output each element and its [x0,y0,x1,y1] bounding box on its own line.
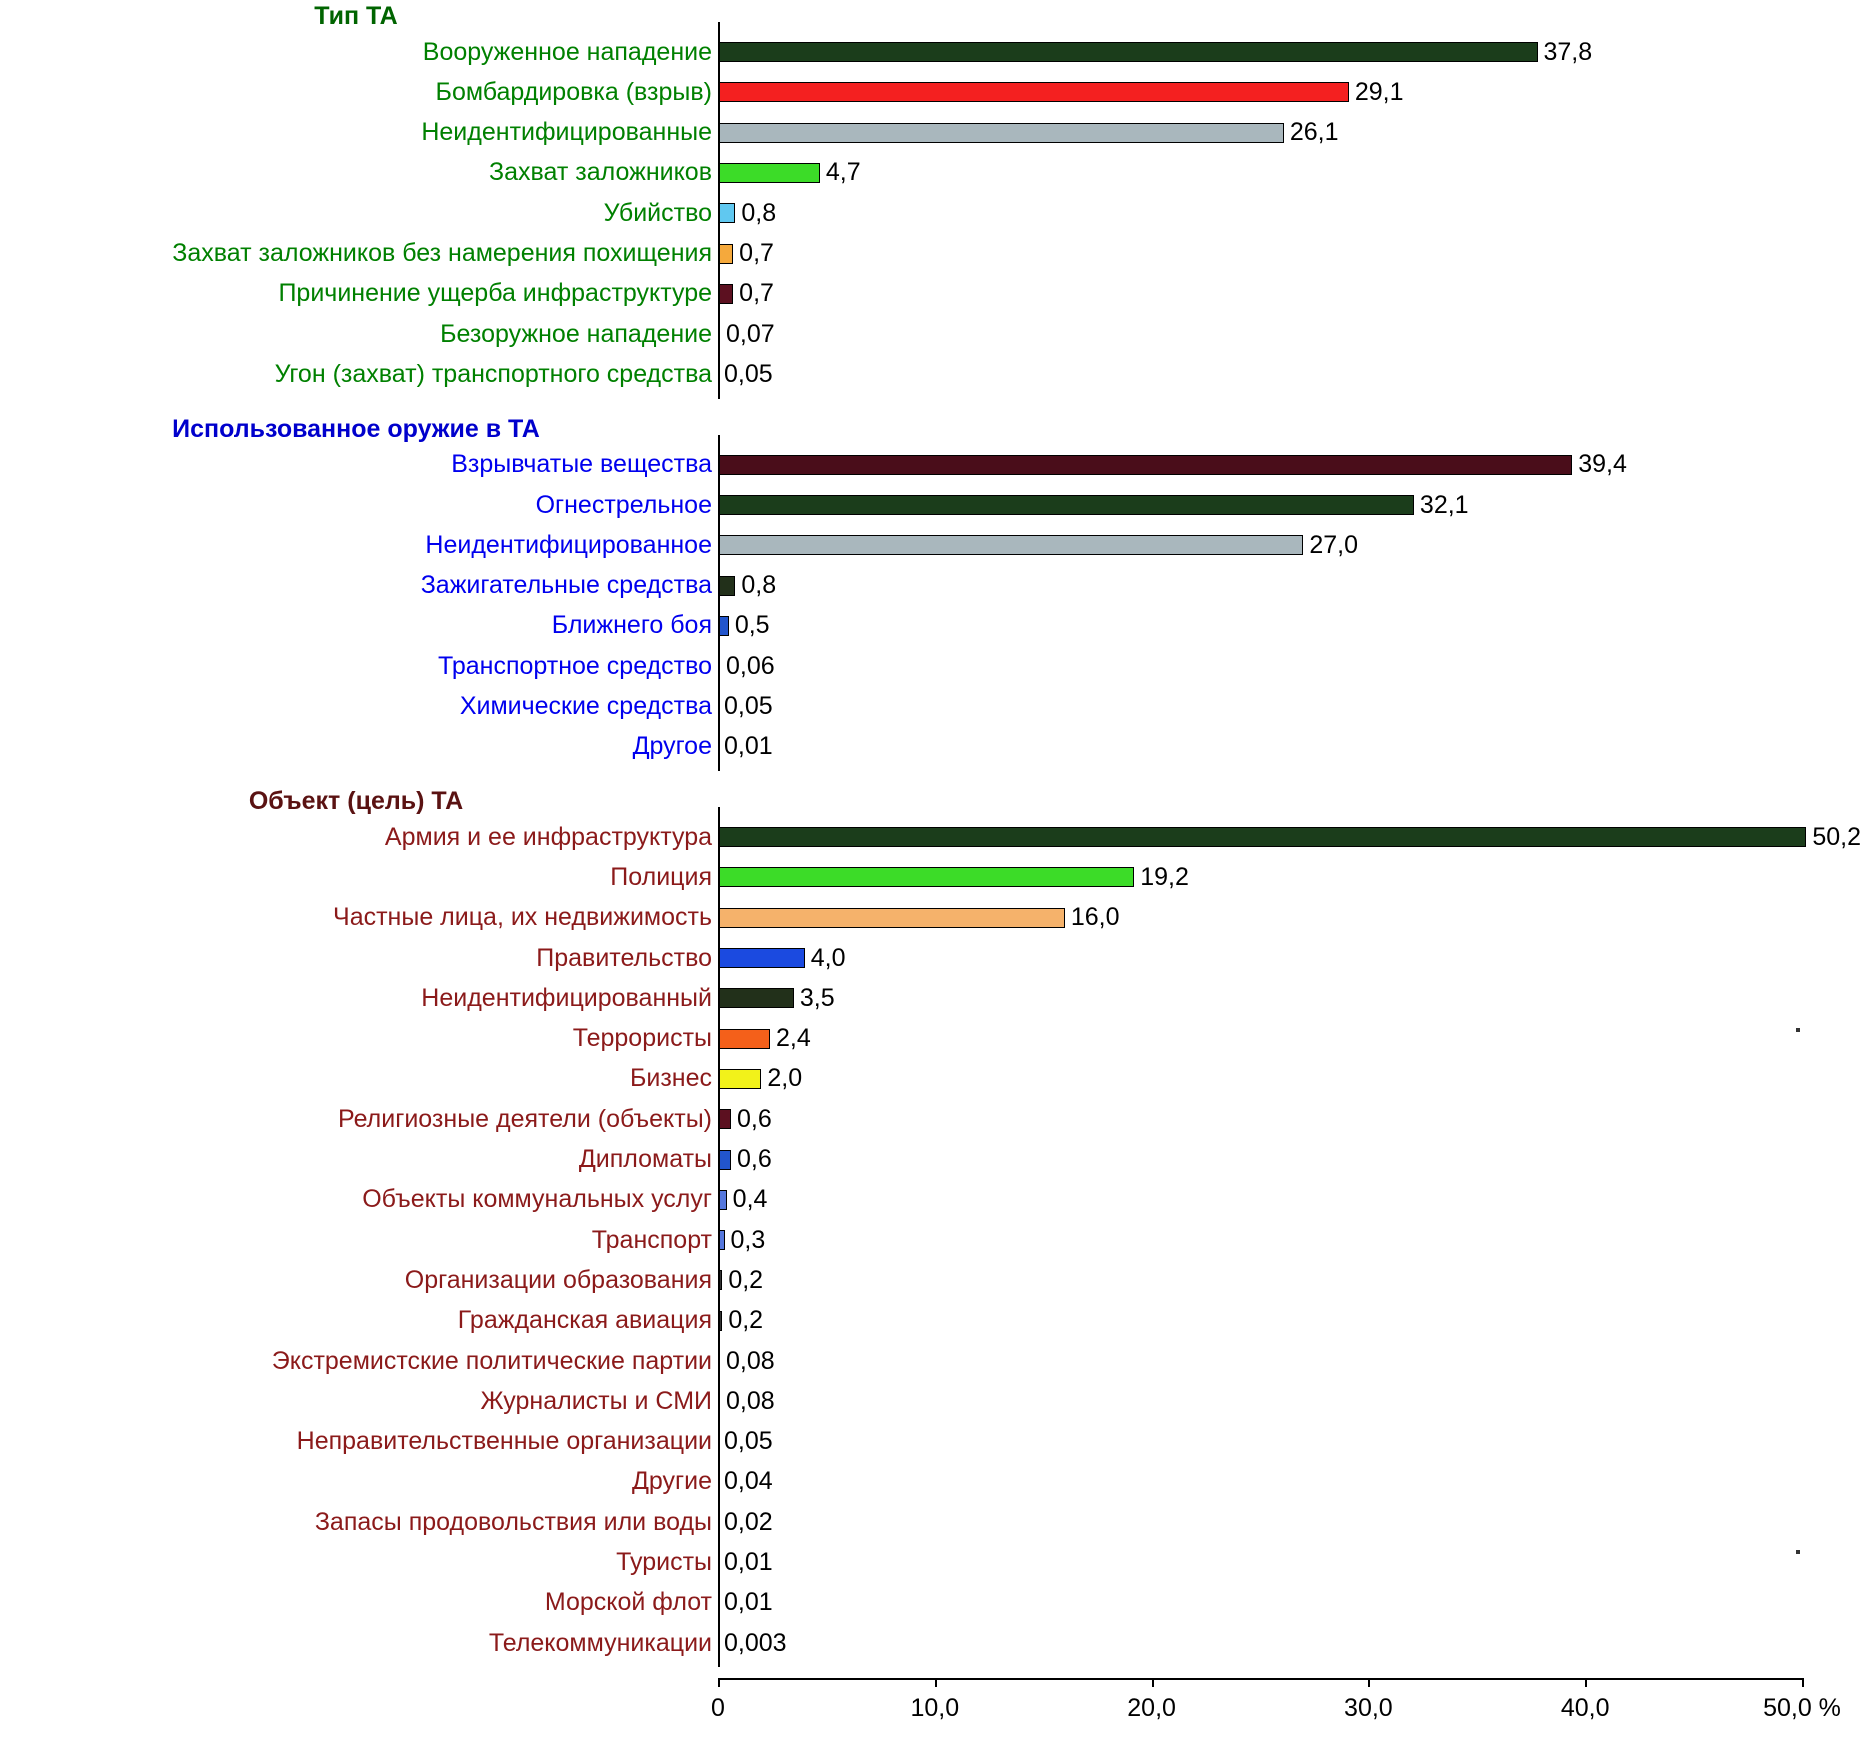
bar-row [0,1381,1866,1421]
bar [718,948,805,968]
bar-row [0,1623,1866,1663]
section-title-0: Тип ТА [314,2,398,30]
x-axis-tick-label: 50,0 % [1763,1694,1841,1722]
bar-row [0,1059,1866,1099]
bar-row [0,898,1866,938]
bar-value-label: 2,0 [767,1064,803,1093]
bar-track [718,938,1866,978]
bar-value-label: 0,003 [724,1628,787,1657]
bar [718,1069,761,1089]
bar-label: Экстремистские политические партии [271,1346,712,1375]
bar-value-label: 0,8 [741,198,777,227]
bar-label: Объекты коммунальных услуг [362,1185,712,1214]
bar-label: Транспорт [591,1225,712,1254]
bar-label: Бомбардировка (взрыв) [435,77,712,106]
bar-row [0,566,1866,606]
section-axis-line [718,435,720,771]
bar-label: Взрывчатые вещества [451,450,712,479]
bar-track [718,525,1866,565]
bar-label: Причинение ущерба инфраструктуре [278,279,712,308]
section-title-2: Объект (цель) ТА [248,787,464,816]
bar-track [718,1341,1866,1381]
bar-value-label: 0,08 [726,1346,775,1375]
bar-row [0,72,1866,112]
bar-value-label: 0,7 [739,279,774,308]
bar-track [718,1180,1866,1220]
bar-track [718,1583,1866,1623]
bar-row [0,1422,1866,1462]
bar-track [718,606,1866,646]
bar-label: Частные лица, их недвижимость [333,903,712,932]
bar-track [718,153,1866,193]
bar-label: Организации образования [404,1265,712,1294]
x-axis-tick-label: 30,0 [1344,1694,1393,1722]
bar-value-label: 0,07 [726,319,775,348]
bar-value-label: 0,08 [726,1386,775,1415]
bar-row [0,354,1866,394]
bar [718,455,1572,475]
bar-track [718,314,1866,354]
x-axis-tick [1152,1678,1154,1687]
x-axis-tick [718,1678,720,1687]
bar-row [0,1502,1866,1542]
bar-row [0,274,1866,314]
bar-row [0,1220,1866,1260]
x-axis-line [718,1678,1802,1680]
bar-label: Другое [632,732,712,761]
bar [718,244,733,264]
bar-track [718,1301,1866,1341]
bar-label: Зажигательные средства [420,571,712,600]
bar-label: Транспортное средство [438,651,712,680]
bar-row [0,1462,1866,1502]
bar-value-label: 0,2 [728,1265,764,1294]
bar-value-label: 0,05 [724,359,773,388]
bar-row [0,314,1866,354]
bar-value-label: 0,2 [728,1306,764,1335]
bar-label: Религиозные деятели (объекты) [338,1104,712,1133]
bar-track [718,566,1866,606]
bar-track [718,1543,1866,1583]
bar-row [0,1341,1866,1381]
bar-value-label: 0,01 [724,732,773,761]
bar-label: Неидентифицированный [421,983,712,1012]
bar-row [0,1260,1866,1300]
bar-value-label: 16,0 [1070,903,1120,932]
bar-label: Убийство [603,198,712,227]
bar [718,988,794,1008]
bar-row [0,1099,1866,1139]
bar-label: Другие [631,1467,712,1496]
bar-value-label: 0,04 [724,1467,773,1496]
bar-label: Неправительственные организации [296,1427,712,1456]
bar-label: Неидентифицированные [421,118,712,147]
bar-value-label: 0,7 [739,239,774,267]
bar-row [0,687,1866,727]
bar-value-label: 0,6 [737,1104,772,1133]
bar-value-label: 0,4 [732,1185,768,1214]
bar [718,576,735,596]
bar-track [718,1502,1866,1542]
bar-label: Ближнего боя [551,611,712,640]
bar-row [0,727,1866,767]
bar-label: Гражданская авиация [457,1306,712,1335]
bar-track [718,1059,1866,1099]
bar-row [0,1140,1866,1180]
bar-track [718,1462,1866,1502]
bar [718,42,1538,62]
bar [718,827,1806,847]
bar-track [718,32,1866,72]
bar-label: Огнестрельное [535,490,712,519]
bar-value-label: 4,7 [825,158,861,187]
bar-track [718,354,1866,394]
bar-label: Безоружное нападение [440,319,712,348]
bar-row [0,1543,1866,1583]
bar-row [0,234,1866,274]
bar [718,163,820,183]
bar-track [718,1260,1866,1300]
x-axis-tick-label: 40,0 [1560,1694,1610,1722]
bar-value-label: 0,06 [726,651,775,680]
bar-value-label: 19,2 [1140,862,1189,891]
bar-track [718,113,1866,153]
bar-value-label: 0,6 [737,1145,772,1173]
bar-track [718,1422,1866,1462]
bar-label: Захват заложников [488,158,712,187]
bar-label: Неидентифицированное [425,530,712,559]
bar-label: Армия и ее инфраструктура [384,822,712,851]
bar-track [718,1220,1866,1260]
bar-row [0,1019,1866,1059]
bar-label: Террористы [572,1024,712,1053]
bar-track [718,72,1866,112]
bar-value-label: 0,8 [741,571,777,600]
bar-value-label: 26,1 [1289,118,1339,147]
bar [718,867,1134,887]
bar [718,82,1349,102]
bar-track [718,978,1866,1018]
section-title-1: Использованное оружие в ТА [172,414,540,443]
bar-row [0,1583,1866,1623]
x-axis-tick [1585,1678,1587,1687]
bar-track [718,646,1866,686]
bar-value-label: 0,02 [724,1507,773,1536]
bar-label: Правительство [536,943,712,972]
bar-track [718,1019,1866,1059]
bar-row [0,646,1866,686]
bar-row [0,445,1866,485]
bar-track [718,1623,1866,1663]
bar-value-label: 32,1 [1419,490,1469,519]
bar-label: Телекоммуникации [488,1628,712,1657]
bar-value-label: 0,01 [724,1548,773,1576]
bar-label: Химические средства [459,692,712,720]
bar [718,123,1284,143]
bar-label: Запасы продовольствия или воды [314,1507,712,1536]
bar-value-label: 2,4 [776,1024,811,1053]
bar-track [718,1140,1866,1180]
bar-label: Дипломаты [578,1145,712,1173]
bar-value-label: 0,05 [724,1427,773,1456]
bar-track [718,234,1866,274]
bar-label: Вооруженное нападение [422,37,712,66]
bar-row [0,153,1866,193]
x-axis-tick-label: 20,0 [1127,1694,1176,1722]
bar [718,908,1065,928]
section-axis-line [718,807,720,1667]
bar-value-label: 4,0 [810,943,846,972]
bar-row [0,978,1866,1018]
bar-track [718,817,1866,857]
bar-value-label: 0,5 [734,611,770,640]
bar-track [718,445,1866,485]
stray-mark-lower [1796,1550,1800,1554]
bar-value-label: 37,8 [1543,37,1593,66]
bar-row [0,525,1866,565]
bar-value-label: 50,2 [1812,822,1861,851]
bar-row [0,1301,1866,1341]
bar-row [0,113,1866,153]
x-axis-tick [1368,1678,1370,1687]
bar-value-label: 0,3 [730,1225,766,1254]
bar-track [718,274,1866,314]
bar-label: Захват заложников без намерения похищения [172,239,712,267]
bar-value-label: 3,5 [799,983,835,1012]
bar-track [718,193,1866,233]
bar-label: Полиция [610,862,712,891]
bar [718,203,735,223]
section-axis-line [718,22,720,399]
bar-label: Бизнес [629,1064,712,1093]
bar-track [718,1381,1866,1421]
bar-row [0,32,1866,72]
bar-track [718,857,1866,897]
bar-track [718,1099,1866,1139]
bar [718,284,733,304]
bar-row [0,1180,1866,1220]
bar-row [0,193,1866,233]
bar-label: Журналисты и СМИ [480,1386,712,1415]
bar-row [0,485,1866,525]
bar-row [0,938,1866,978]
bar-value-label: 39,4 [1578,450,1627,479]
bar-label: Угон (захват) транспортного средства [274,359,712,388]
bar-value-label: 29,1 [1354,77,1404,106]
bar-track [718,898,1866,938]
bar [718,535,1303,555]
bar [718,1029,770,1049]
bar-track [718,727,1866,767]
bar-row [0,606,1866,646]
x-axis-tick [935,1678,937,1687]
bar-value-label: 0,05 [724,692,773,720]
bar-value-label: 0,01 [724,1588,773,1617]
bar-value-label: 27,0 [1309,530,1359,559]
bar-row [0,857,1866,897]
x-axis-tick-label: 10,0 [910,1694,960,1722]
x-axis-tick [1802,1678,1804,1687]
bar-label: Туристы [616,1548,712,1576]
bar-label: Морской флот [544,1588,712,1617]
bar-track [718,687,1866,727]
bar [718,495,1414,515]
bar-row [0,817,1866,857]
bar-track [718,485,1866,525]
x-axis-tick-label: 0 [711,1694,725,1722]
stray-mark-upper [1796,1028,1800,1032]
